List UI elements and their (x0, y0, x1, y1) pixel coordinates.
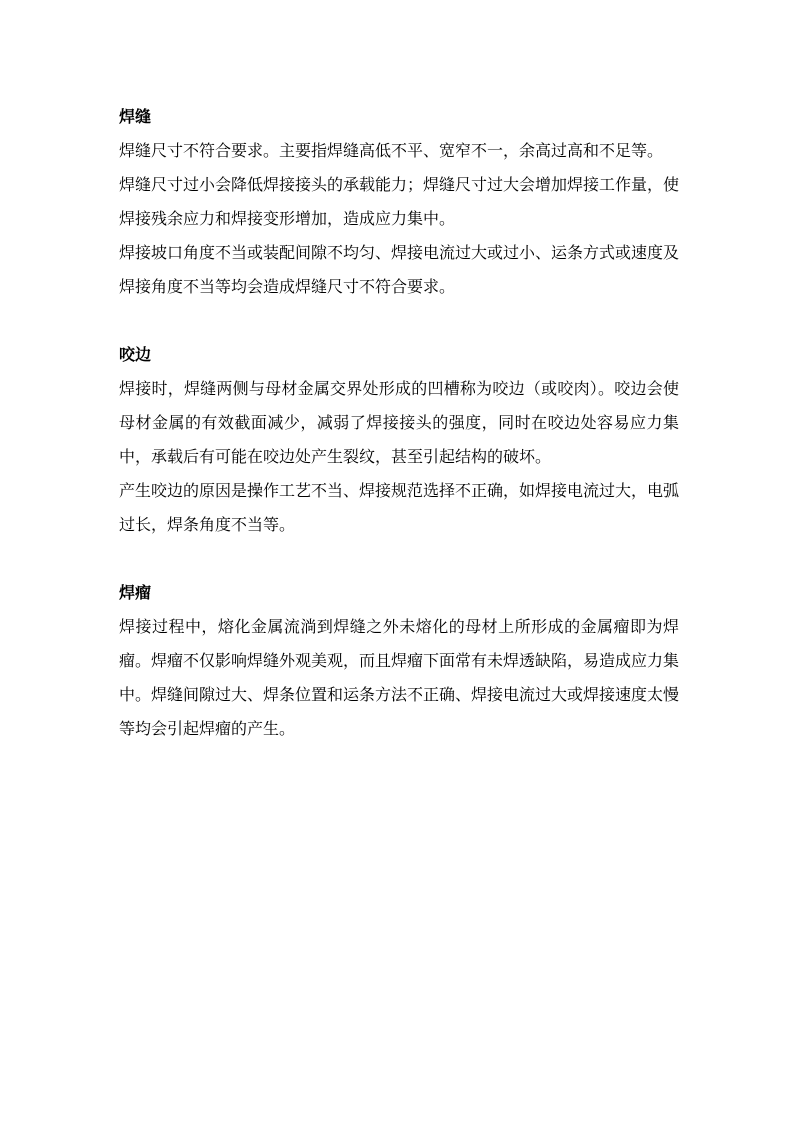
paragraph: 焊接时，焊缝两侧与母材金属交界处形成的凹槽称为咬边（或咬肉）。咬边会使母材金属的有效截面减少，减弱了焊接接头的强度，同时在咬边处容易应力集中，承载后有可能在咬边处产生裂纹，甚至引起结构的破坏。 (119, 379, 679, 466)
paragraph: 焊接过程中，熔化金属流淌到焊缝之外未熔化的母材上所形成的金属瘤即为焊瘤。焊瘤不仅影响焊缝外观美观，而且焊瘤下面常有未焊透缺陷，易造成应力集中。焊缝间隙过大、焊条位置和运条方法不正确、焊接电流过大或焊接速度太慢等均会引起焊瘤的产生。 (119, 617, 680, 738)
section-heading: 咬边 (119, 345, 152, 364)
paragraph: 焊接坡口角度不当或装配间隙不均匀、焊接电流过大或过小、运条方式或速度及焊接角度不当等均会造成焊缝尺寸不符合要求。 (119, 243, 680, 296)
document-page (119, 100, 679, 746)
paragraph: 产生咬边的原因是操作工艺不当、焊接规范选择不正确，如焊接电流过大，电弧过长，焊条角度不当等。 (119, 481, 680, 534)
paragraph: 焊缝尺寸不符合要求。主要指焊缝高低不平、宽窄不一，余高过高和不足等。 (119, 141, 664, 160)
section-heading: 焊缝 (119, 107, 152, 126)
section-overlap (119, 576, 679, 746)
paragraph: 焊缝尺寸过小会降低焊接接头的承载能力；焊缝尺寸过大会增加焊接工作量，使焊接残余应力和焊接变形增加，造成应力集中。 (119, 175, 680, 228)
section-heading: 焊瘤 (119, 583, 152, 602)
section-undercut (119, 338, 679, 542)
section-weld-seam (119, 100, 679, 304)
